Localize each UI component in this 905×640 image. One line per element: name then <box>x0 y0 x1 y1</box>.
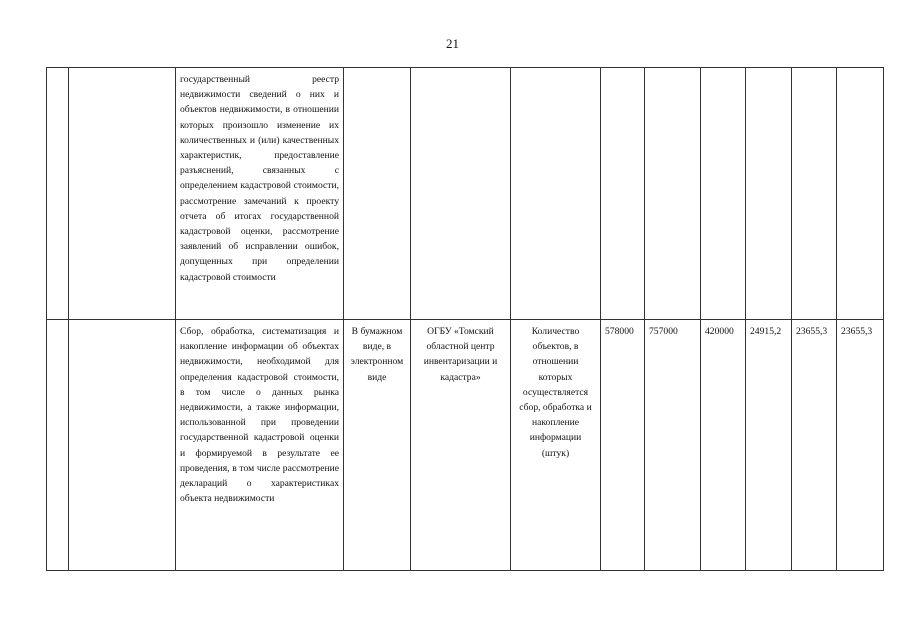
value-cell <box>746 68 792 320</box>
value-cell <box>701 68 746 320</box>
value-cell: 578000 <box>601 320 645 571</box>
table-row <box>47 320 884 571</box>
value-cell <box>645 68 701 320</box>
indicator-cell: Количество объектов, в отношении которых осуществляется сбор, обработка и накопление информации (штук) <box>511 320 601 571</box>
value-cell: 420000 <box>701 320 746 571</box>
executor-cell: ОГБУ «Томский областной центр инвентаризации и кадастра» <box>411 320 511 571</box>
data-table <box>46 67 884 571</box>
executor-cell <box>411 68 511 320</box>
value-cell: 757000 <box>645 320 701 571</box>
index-cell <box>47 320 69 571</box>
form-cell <box>344 68 411 320</box>
name-cell <box>69 320 176 571</box>
form-cell: В бумажном виде, в электронном виде <box>344 320 411 571</box>
value-cell: 23655,3 <box>837 320 884 571</box>
value-cell <box>792 68 837 320</box>
description-cell: Сбор, обработка, систематизация и накопление информации об объектах недвижимости, необходимой для определения кадастровой стоимости, в том числе о данных рынка недвижимости, а также информации, использованной при проведении государственной кадастровой оценки и формируемой в результате ее проведения, в том числе рассмотрение деклараций о характеристиках объекта недвижимости <box>176 320 344 571</box>
indicator-cell <box>511 68 601 320</box>
name-cell <box>69 68 176 320</box>
value-cell <box>601 68 645 320</box>
index-cell <box>47 68 69 320</box>
value-cell: 23655,3 <box>792 320 837 571</box>
value-cell <box>837 68 884 320</box>
value-cell: 24915,2 <box>746 320 792 571</box>
page-number: 21 <box>446 36 459 51</box>
description-cell: государственный реестр недвижимости сведений о них и объектов недвижимости, в отношении которых произошло изменение их количественных и (или) качественных характеристик, предоставление разъяснений, связанных с определением кадастровой стоимости, рассмотрение замечаний к проекту отчета об итогах государственной кадастровой оценки, рассмотрение заявлений об исправлении ошибок, допущенных при определении кадастровой стоимости <box>176 68 344 320</box>
table-row <box>47 68 884 320</box>
